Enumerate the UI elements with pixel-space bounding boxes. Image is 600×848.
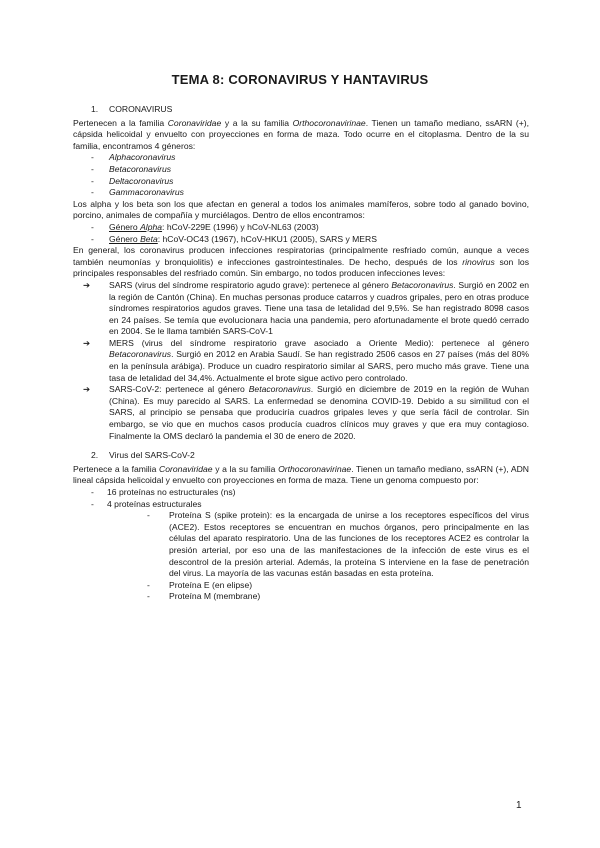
list-item: - Proteína E (en elipse) — [141, 580, 529, 592]
arrow-icon: ➔ — [83, 279, 91, 290]
general-paragraph: En general, los coronavirus producen infecciones respiratorias (principalmente resfriado común, aunque a veces también neumonías y bronquiolitis) e infecciones gastrointestinales. De hecho, después de los rinovirus son los principales responsables del resfriado común. Sin embargo, no todos producen infecciones leves: — [73, 245, 529, 279]
list-item: - Género Alpha: hCoV-229E (1996) y hCoV-NL63 (2003) — [73, 222, 529, 234]
list-item: - Proteína S (spike protein): es la encargada de unirse a los receptores específicos del virus (ACE2). Estos receptores se encuentran en muchos órganos, pero principalmente en las células del aparato respiratorio. Una de las funciones de los receptores ACE2 es controlar la presión arterial, por eso una de las manifestaciones de la infección de este virus es el descontrol de la presión arterial. Además, la proteína S interviene en la fase de penetración del virus. La mayoría de las vacunas están basadas en esta proteína. — [141, 510, 529, 580]
list-item: - Betacoronavirus — [73, 164, 529, 176]
list-item: - 4 proteínas estructurales - Proteína S (spike protein): es la encargada de unirse a los receptores específicos del virus (ACE2). Estos receptores se encuentran en muchos órganos, pero principalmente en las células del aparato respiratorio. Una de las funciones de los receptores ACE2 es controlar la presión arterial, por eso una de las manifestaciones de la infección de este virus es el descontrol de la presión arterial. Además, la proteína S interviene en la fase de penetración del virus. La mayoría de las vacunas están basadas en esta proteína. - Proteína E (en elipse) - Proteína M (membrane) — [73, 499, 529, 603]
section-1-title: CORONAVIRUS — [109, 104, 173, 114]
arrow-icon: ➔ — [83, 384, 91, 395]
section-2-number: 2. — [91, 450, 99, 461]
structural-proteins-list — [141, 510, 529, 603]
list-item: - Deltacoronavirus — [73, 176, 529, 188]
page-number: 1 — [516, 800, 522, 811]
alpha-beta-paragraph: Los alpha y los beta son los que afectan en general a todos los animales mamíferos, sobre todo al ganado bovino, porcino, animales de compañía y murciélagos. Dentro de ellos encontramos: — [73, 198, 529, 221]
section-2-title: Virus del SARS-CoV-2 — [109, 450, 195, 461]
list-item: - 16 proteínas no estructurales (ns) — [73, 487, 529, 499]
section-1-number: 1. — [91, 104, 99, 114]
genome-list — [73, 487, 529, 603]
list-item: ➔ SARS (virus del síndrome respiratorio agudo grave): pertenece al género Betacoronavirus. Surgió en 2002 en la región de Cantón (China). En muchas personas produce catarros y cuadros gripales, pero en otras produce síndromes respiratorios agudos graves. Tiene una tasa de letalidad del 9,5%. Se han registrado 8098 casos en 24 países. Se temía que evolucionara hacia una pandemia, pero afortunadamente el brote quedó cerrado en 2004. Se le llama también SARS-CoV-1 — [83, 279, 530, 337]
list-item: - Alphacoronavirus — [73, 152, 529, 164]
document-body — [73, 104, 529, 603]
section-2-heading — [91, 450, 529, 462]
section-1-heading — [91, 104, 529, 116]
arrow-icon: ➔ — [83, 337, 91, 348]
list-item: ➔ SARS-CoV-2: pertenece al género Betacoronavirus. Surgió en diciembre de 2019 en la región de Wuhan (China). Es muy parecido al SARS. La enfermedad se denomina COVID-19. Debido a su similitud con el SARS, al principio se pensaba que produciría cuadros gripales leves y que sería fácil de controlar. Sin embargo, se vio que en muchos casos producía cuadros clínicos muy graves y que era muy contagioso. Finalmente la OMS declaró la pandemia el 30 de enero de 2020. — [83, 384, 529, 441]
page-title: TEMA 8: CORONAVIRUS Y HANTAVIRUS — [171, 72, 429, 87]
list-item: ➔ MERS (virus del síndrome respiratorio grave asociado a Oriente Medio): pertenece al género Betacoronavirus. Surgió en 2012 en Arabia Saudí. Se han registrado 2506 casos en 27 países (más del 80% en la península arábiga). Produce un cuadro respiratorio similar al SARS, pero mucho más grave. Tiene una tasa de letalidad del 34,4%. Actualmente el brote sigue activo pero controlado. — [83, 337, 529, 383]
list-item: - Proteína M (membrane) — [141, 591, 529, 603]
genera-list — [73, 152, 529, 198]
s2-intro-paragraph: Pertenece a la familia Coronaviridae y a la su familia Orthocoronavirinae. Tienen un tamaño mediano, ssARN (+), ADN lineal cápsida helicoidal y envuelto con proyecciones en forma de maza. Tiene un genoma compuesto por: — [73, 463, 529, 486]
s1-intro-paragraph: Pertenecen a la familia Coronaviridae y a la su familia Orthocoronavirinae. Tienen un tamaño mediano, ssARN (+), cápsida helicoidal y envuelto con proyecciones en forma de maza. Todo ocurre en el citoplasma. Dentro de la su familia, encontramos 4 géneros: — [73, 117, 529, 151]
list-item: - Género Beta: hCoV-OC43 (1967), hCoV-HKU1 (2005), SARS y MERS — [73, 234, 529, 246]
species-list — [73, 222, 529, 245]
list-item: - Gammacoronavirus — [73, 187, 529, 199]
severe-viruses-list — [73, 280, 529, 442]
